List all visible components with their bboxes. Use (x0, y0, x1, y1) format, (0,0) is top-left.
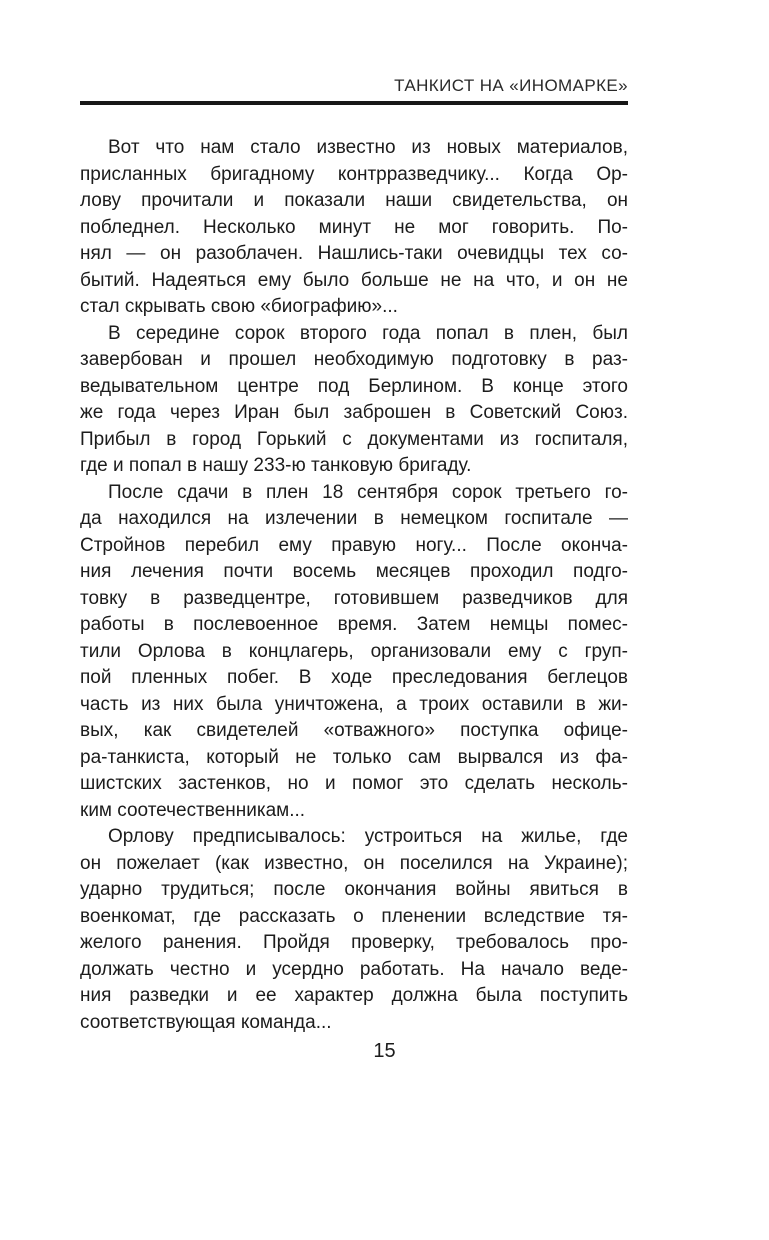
paragraph (80, 824, 628, 1036)
text-line: присланных бригадному контрразведчику... Когда Ор- (80, 163, 628, 185)
text-line: ния лечения почти восемь месяцев проходил подго- (80, 561, 628, 582)
text-line: лову прочитали и показали наши свидетельства, он (80, 190, 628, 211)
text-line: вых, как свидетелей «отважного» поступка офице- (80, 720, 628, 741)
running-header-title: ТАНКИСТ НА «ИНОМАРКЕ» (394, 76, 628, 95)
paragraph (80, 480, 628, 825)
text-line: В середине сорок второго года попал в плен, был (108, 322, 628, 344)
text-line: Вот что нам стало известно из новых материалов, (108, 137, 628, 158)
text-line: соответствующая команда... (80, 1011, 332, 1033)
running-header (80, 76, 628, 105)
text-line: где и попал в нашу 233-ю танковую бригаду. (80, 455, 472, 476)
text-line: должать честно и усердно работать. На начало веде- (80, 958, 628, 980)
text-line: пой пленных побег. В ходе преследования беглецов (80, 667, 628, 688)
text-line: же года через Иран был заброшен в Советский Союз. (80, 402, 628, 423)
text-line: завербован и прошел необходимую подготовку в раз- (80, 349, 628, 370)
text-line: нял — он разоблачен. Нашлись-таки очевидцы тех со- (80, 243, 628, 264)
text-line: стал скрывать свою «биографию»... (80, 296, 398, 317)
text-line: работы в послевоенное время. Затем немцы помес- (80, 614, 628, 635)
text-line: ударно трудиться; после окончания войны явиться в (80, 879, 628, 900)
header-rule (80, 101, 628, 105)
text-line: шистских застенков, но и помог это сделать несколь- (80, 773, 628, 794)
text-line: товку в разведцентре, готовившем разведчиков для (80, 587, 628, 609)
paragraph (80, 135, 628, 321)
text-line: ния разведки и ее характер должна была поступить (80, 985, 628, 1006)
text-line: Стройнов перебил ему правую ногу... После оконча- (80, 534, 628, 556)
text-line: Орлову предписывалось: устроиться на жилье, где (108, 826, 628, 847)
text-block (80, 76, 628, 1036)
text-line: часть из них была уничтожена, а троих оставили в жи- (80, 693, 628, 715)
text-line: он пожелает (как известно, он поселился на Украине); (80, 852, 628, 874)
paragraph (80, 321, 628, 480)
text-line: ведывательном центре под Берлином. В конце этого (80, 375, 628, 397)
text-line: да находился на излечении в немецком госпитале — (80, 508, 628, 529)
text-line: тили Орлова в концлагерь, организовали ему с груп- (80, 640, 628, 662)
text-line: ра-танкиста, который не только сам вырвался из фа- (80, 746, 628, 768)
text-line: военкомат, где рассказать о пленении вследствие тя- (80, 905, 628, 927)
text-line: желого ранения. Пройдя проверку, требовалось про- (80, 932, 628, 953)
page-number: 15 (373, 1040, 396, 1062)
body-text (80, 135, 628, 1036)
text-line: побледнел. Несколько минут не мог говорить. По- (80, 216, 628, 238)
text-line: ким соотечественникам... (80, 799, 306, 821)
text-line: Прибыл в город Горький с документами из госпиталя, (80, 428, 628, 450)
text-line: После сдачи в плен 18 сентября сорок третьего го- (108, 481, 628, 503)
text-line: бытий. Надеяться ему было больше не на что, и он не (80, 269, 628, 291)
